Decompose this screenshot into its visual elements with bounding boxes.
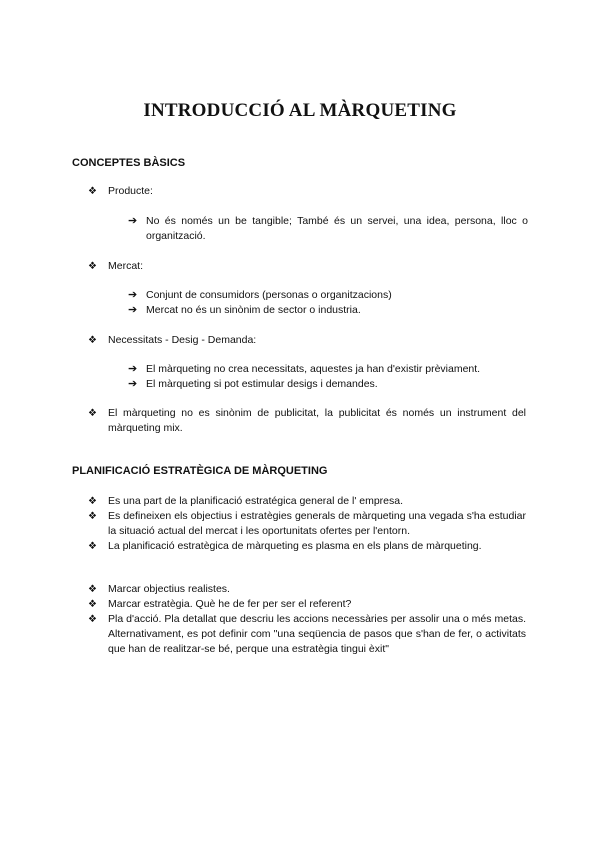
bullet-diamond-icon: ❖ bbox=[88, 186, 97, 197]
list-item: Es una part de la planificació estratégica general de l' empresa. bbox=[108, 495, 404, 507]
bullet-diamond-icon: ❖ bbox=[88, 584, 97, 595]
arrow-right-icon: ➔ bbox=[128, 378, 138, 390]
arrow-right-icon: ➔ bbox=[128, 289, 138, 301]
bullet-diamond-icon: ❖ bbox=[88, 614, 97, 625]
list-item: Marcar objectius realistes. bbox=[108, 583, 230, 595]
bullet-diamond-icon: ❖ bbox=[88, 335, 97, 346]
list-item-necessitats: Necessitats - Desig - Demanda: bbox=[108, 334, 257, 346]
sub-item: Conjunt de consumidors (personas o organitzacions) bbox=[146, 289, 392, 301]
section-heading-conceptes: CONCEPTES BÀSICS bbox=[72, 157, 186, 169]
sub-item: Mercat no és un sinònim de sector o industria. bbox=[146, 304, 361, 316]
bullet-diamond-icon: ❖ bbox=[88, 261, 97, 272]
list-item: Es defineixen els objectius i estratègies generals de màrqueting una vegada s'ha estudiar la situació actual del mercat i les oportunitats ofertes per l'entorn. bbox=[108, 510, 526, 537]
list-item-publicitat: El màrqueting no es sinònim de publicitat, la publicitat és només un instrument del màrqueting mix. bbox=[108, 407, 526, 434]
list-item: La planificació estratègica de màrqueting es plasma en els plans de màrqueting. bbox=[108, 540, 482, 552]
bullet-diamond-icon: ❖ bbox=[88, 496, 97, 507]
bullet-diamond-icon: ❖ bbox=[88, 408, 97, 419]
list-item: Pla d'acció. Pla detallat que descriu les accions necessàries per assolir una o més metas. Alternativament, es pot definir com "una seqüencia de pasos que s'han de fer, o activitats que han de realitzar-se bé, perque una estratègia tingui èxit" bbox=[108, 613, 526, 655]
sub-item: No és només un be tangible; També és un servei, una idea, persona, lloc o organització. bbox=[146, 215, 528, 242]
list-item-producte: Producte: bbox=[108, 185, 153, 197]
sub-item: El màrqueting no crea necessitats, aquestes ja han d'existir prèviament. bbox=[146, 363, 481, 375]
arrow-right-icon: ➔ bbox=[128, 215, 138, 227]
document-title: INTRODUCCIÓ AL MÀRQUETING bbox=[143, 100, 457, 121]
bullet-diamond-icon: ❖ bbox=[88, 511, 97, 522]
sub-item: El màrqueting si pot estimular desigs i demandes. bbox=[146, 378, 378, 390]
list-item-mercat: Mercat: bbox=[108, 260, 144, 272]
arrow-right-icon: ➔ bbox=[128, 363, 138, 375]
section-heading-planificacio: PLANIFICACIÓ ESTRATÈGICA DE MÀRQUETING bbox=[72, 465, 328, 477]
list-item: Marcar estratègia. Què he de fer per ser el referent? bbox=[108, 598, 352, 610]
bullet-diamond-icon: ❖ bbox=[88, 541, 97, 552]
arrow-right-icon: ➔ bbox=[128, 304, 138, 316]
bullet-diamond-icon: ❖ bbox=[88, 599, 97, 610]
